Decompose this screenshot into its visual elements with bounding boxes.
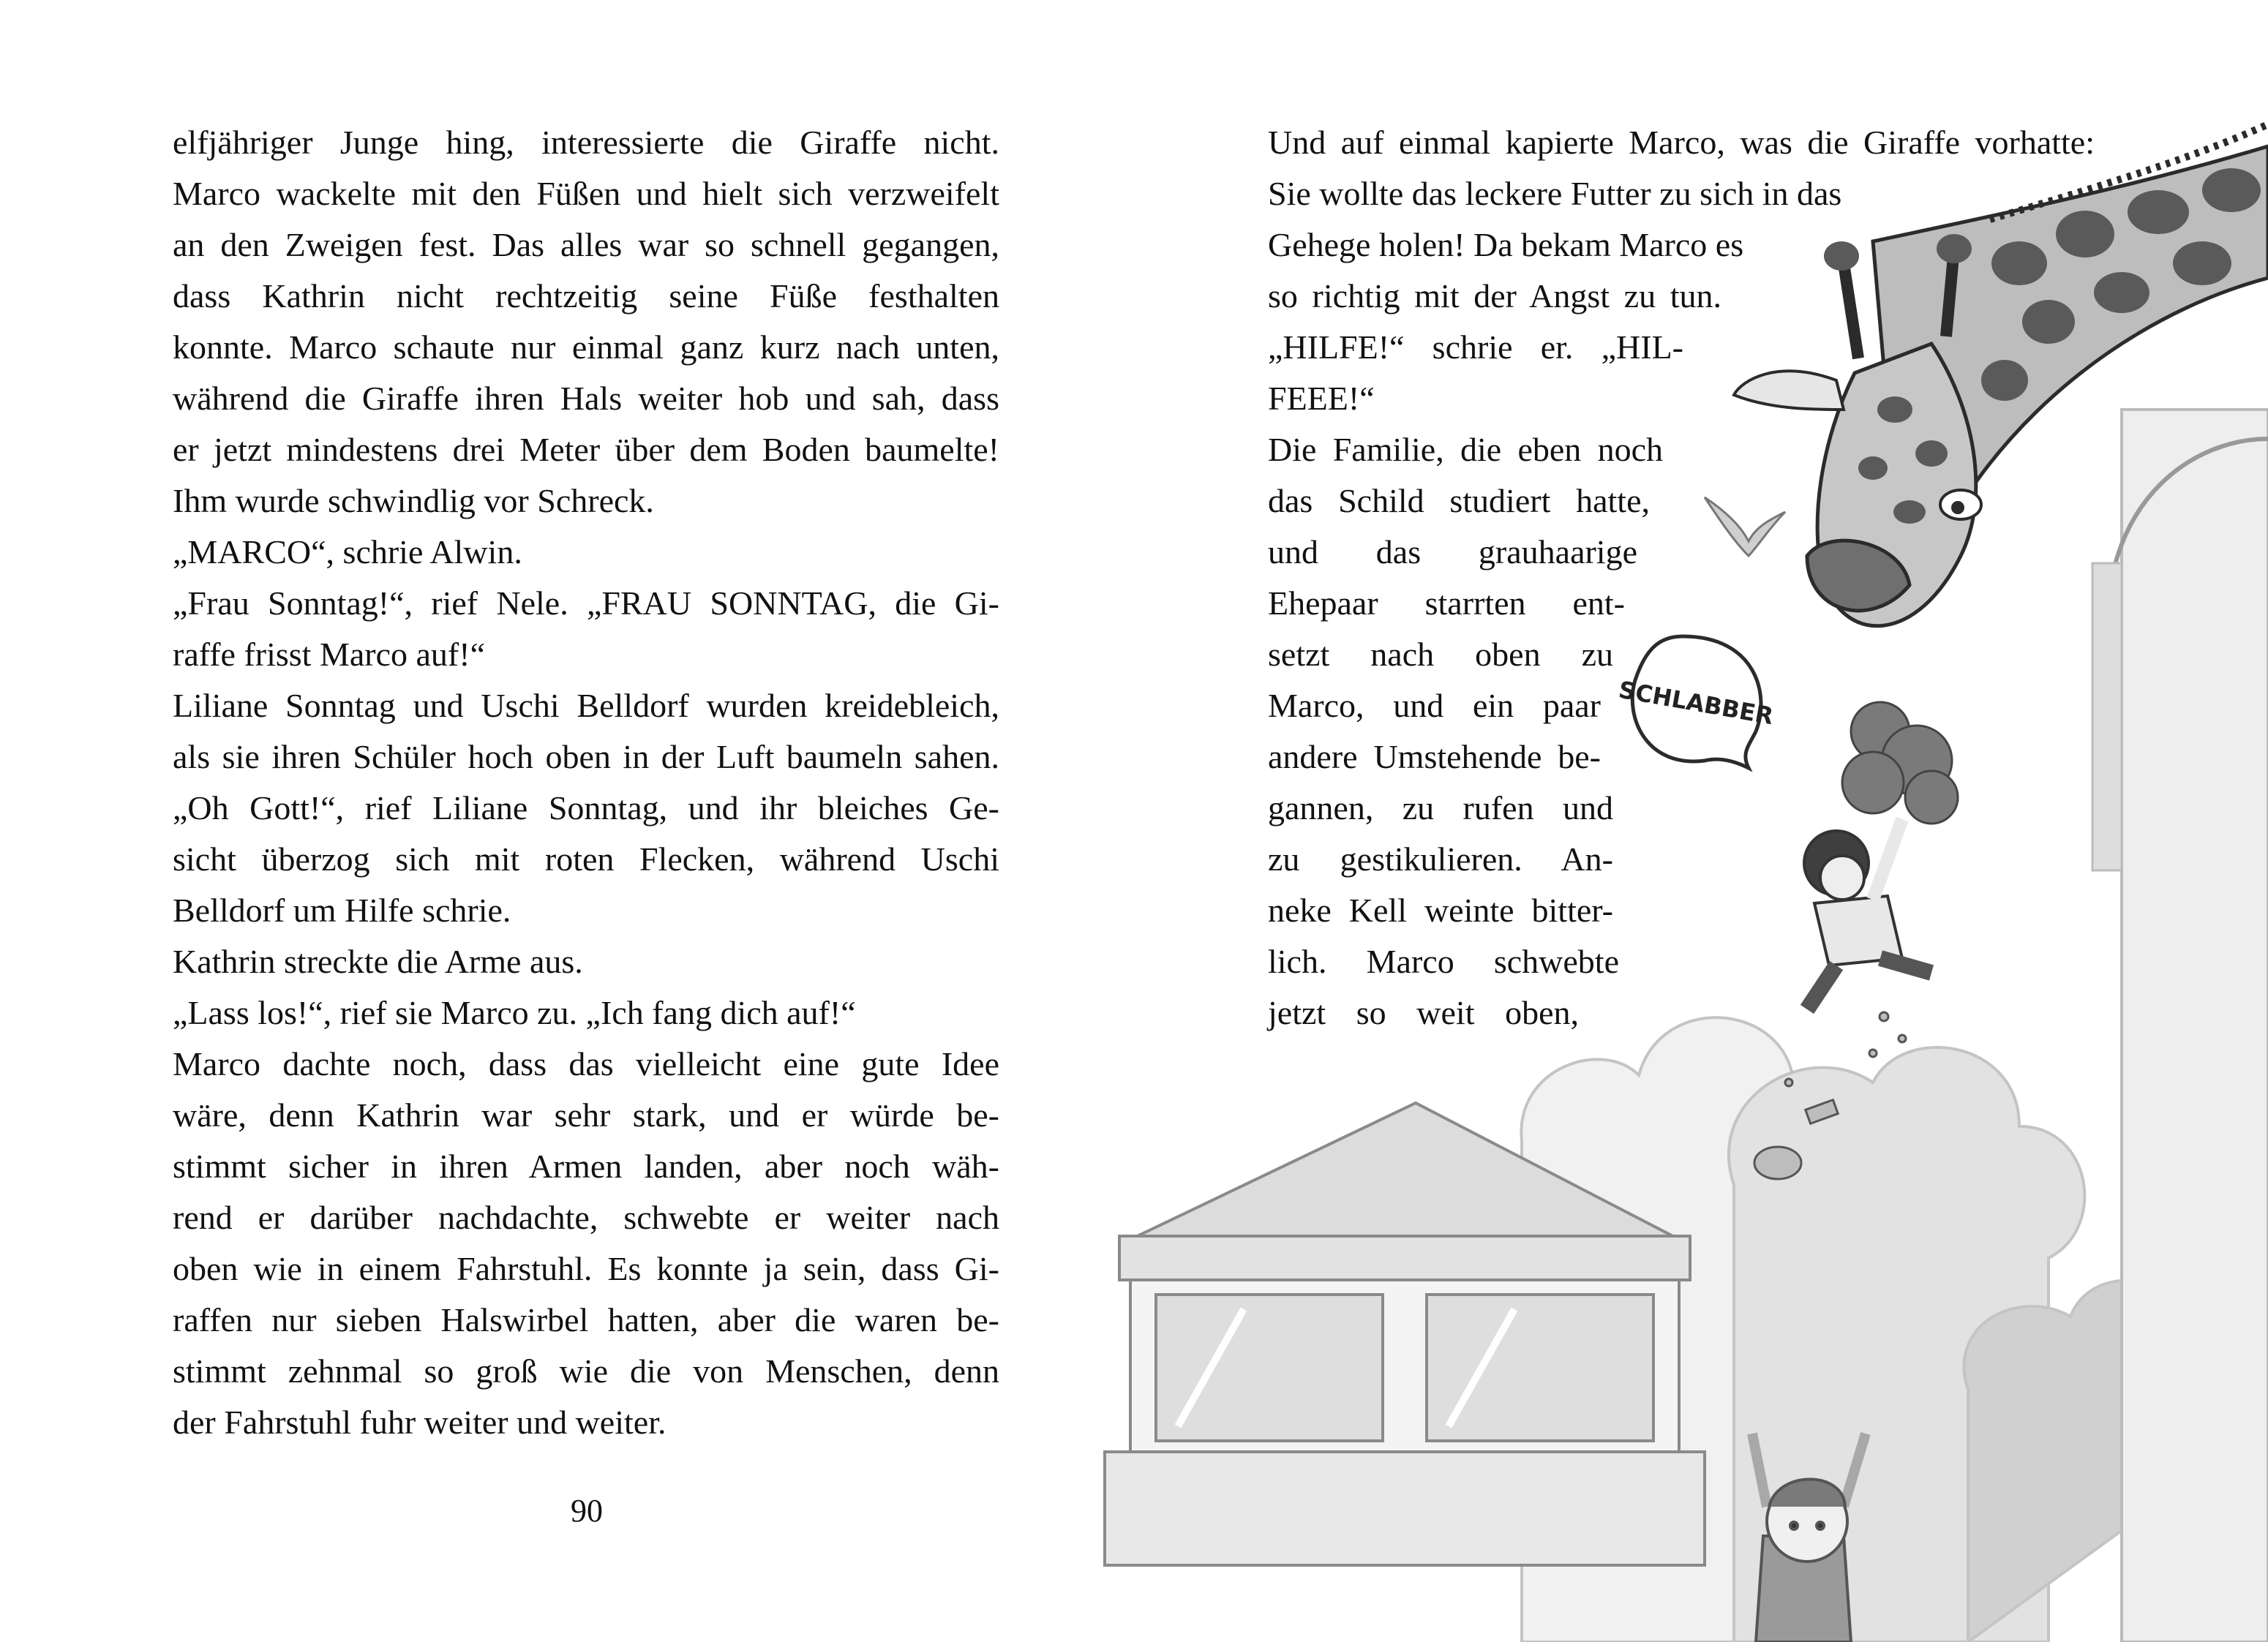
speech-bubble <box>1617 636 1776 768</box>
text-line: raffe frisst Marco auf!“ <box>173 636 485 673</box>
text-line: Liliane Sonntag und Uschi Belldorf wurden kreidebleich, <box>173 687 999 724</box>
text-line: dass Kathrin nicht rechtzeitig seine Füße festhalten <box>173 277 999 315</box>
text-line: als sie ihren Schüler hoch oben in der Luft baumeln sahen. <box>173 738 999 775</box>
speech-bubble-text: SCHLABBER <box>1616 675 1776 731</box>
text-line: elfjähriger Junge hing, interessierte die Giraffe nicht. <box>173 124 999 161</box>
page-number: 90 <box>571 1493 603 1529</box>
text-line: andere Umstehende be- <box>1268 738 1601 775</box>
text-line: oben wie in einem Fahrstuhl. Es konnte ja sein, dass Gi- <box>173 1250 999 1287</box>
leaves <box>1842 702 1958 824</box>
text-line: Die Familie, die eben noch <box>1268 431 1663 468</box>
text-line: Marco wackelte mit den Füßen und hielt sich verzweifelt <box>173 175 999 212</box>
text-line: „Frau Sonntag!“, rief Nele. „FRAU SONNTAG, die Gi- <box>173 584 999 622</box>
text-line: Belldorf um Hilfe schrie. <box>173 892 511 929</box>
text-line: lich. Marco schwebte <box>1268 943 1619 980</box>
text-line: Kathrin streckte die Arme aus. <box>173 943 583 980</box>
text-line: Gehege holen! Da bekam Marco es <box>1268 226 1744 263</box>
text-line: raffen nur sieben Halswirbel hatten, aber die waren be- <box>173 1301 999 1338</box>
text-line: Marco, und ein paar <box>1268 687 1601 724</box>
text-line: so richtig mit der Angst zu tun. <box>1268 277 1721 315</box>
text-line: wäre, denn Kathrin war sehr stark, und er würde be- <box>173 1096 999 1134</box>
text-line: an den Zweigen fest. Das alles war so schnell gegangen, <box>173 226 999 263</box>
bird <box>1705 497 1785 556</box>
text-line: er jetzt mindestens drei Meter über dem Boden baumelte! <box>173 431 999 468</box>
text-line: sicht überzog sich mit roten Flecken, während Uschi <box>173 840 999 878</box>
text-line: „Lass los!“, rief sie Marco zu. „Ich fang dich auf!“ <box>173 994 856 1031</box>
text-line: während die Giraffe ihren Hals weiter hob und sah, dass <box>173 380 999 417</box>
text-line: Ehepaar starrten ent- <box>1268 584 1625 622</box>
boy-figure <box>1804 819 1931 1009</box>
text-line: rend er darüber nachdachte, schwebte er weiter nach <box>173 1199 999 1236</box>
text-line: zu gestikulieren. An- <box>1268 840 1613 878</box>
text-line: „Oh Gott!“, rief Liliane Sonntag, und ihr bleiches Ge- <box>173 789 999 826</box>
text-line: FEEE!“ <box>1268 380 1375 417</box>
text-line: konnte. Marco schaute nur einmal ganz kurz nach unten, <box>173 328 999 366</box>
text-line: „MARCO“, schrie Alwin. <box>173 533 522 570</box>
text-line: Marco dachte noch, dass das vielleicht eine gute Idee <box>173 1045 999 1082</box>
text-line: neke Kell weinte bitter- <box>1268 892 1613 929</box>
text-line: Sie wollte das leckere Futter zu sich in das <box>1268 175 1842 212</box>
text-line: stimmt sicher in ihren Armen landen, aber noch wäh- <box>173 1148 999 1185</box>
text-line: jetzt so weit oben, <box>1268 994 1579 1031</box>
text-line: der Fahrstuhl fuhr weiter und weiter. <box>173 1404 666 1441</box>
text-line: stimmt zehnmal so groß wie die von Menschen, denn <box>173 1352 999 1390</box>
text-line: „HILFE!“ schrie er. „HIL- <box>1268 328 1683 366</box>
text-line: gannen, zu rufen und <box>1268 789 1613 826</box>
text-line: setzt nach oben zu <box>1268 636 1613 673</box>
text-line: Ihm wurde schwindlig vor Schreck. <box>173 482 654 519</box>
text-line: und das grauhaarige <box>1268 533 1637 570</box>
text-line: das Schild studiert hatte, <box>1268 482 1650 519</box>
text-line: Und auf einmal kapierte Marco, was die Giraffe vorhatte: <box>1268 124 2095 161</box>
